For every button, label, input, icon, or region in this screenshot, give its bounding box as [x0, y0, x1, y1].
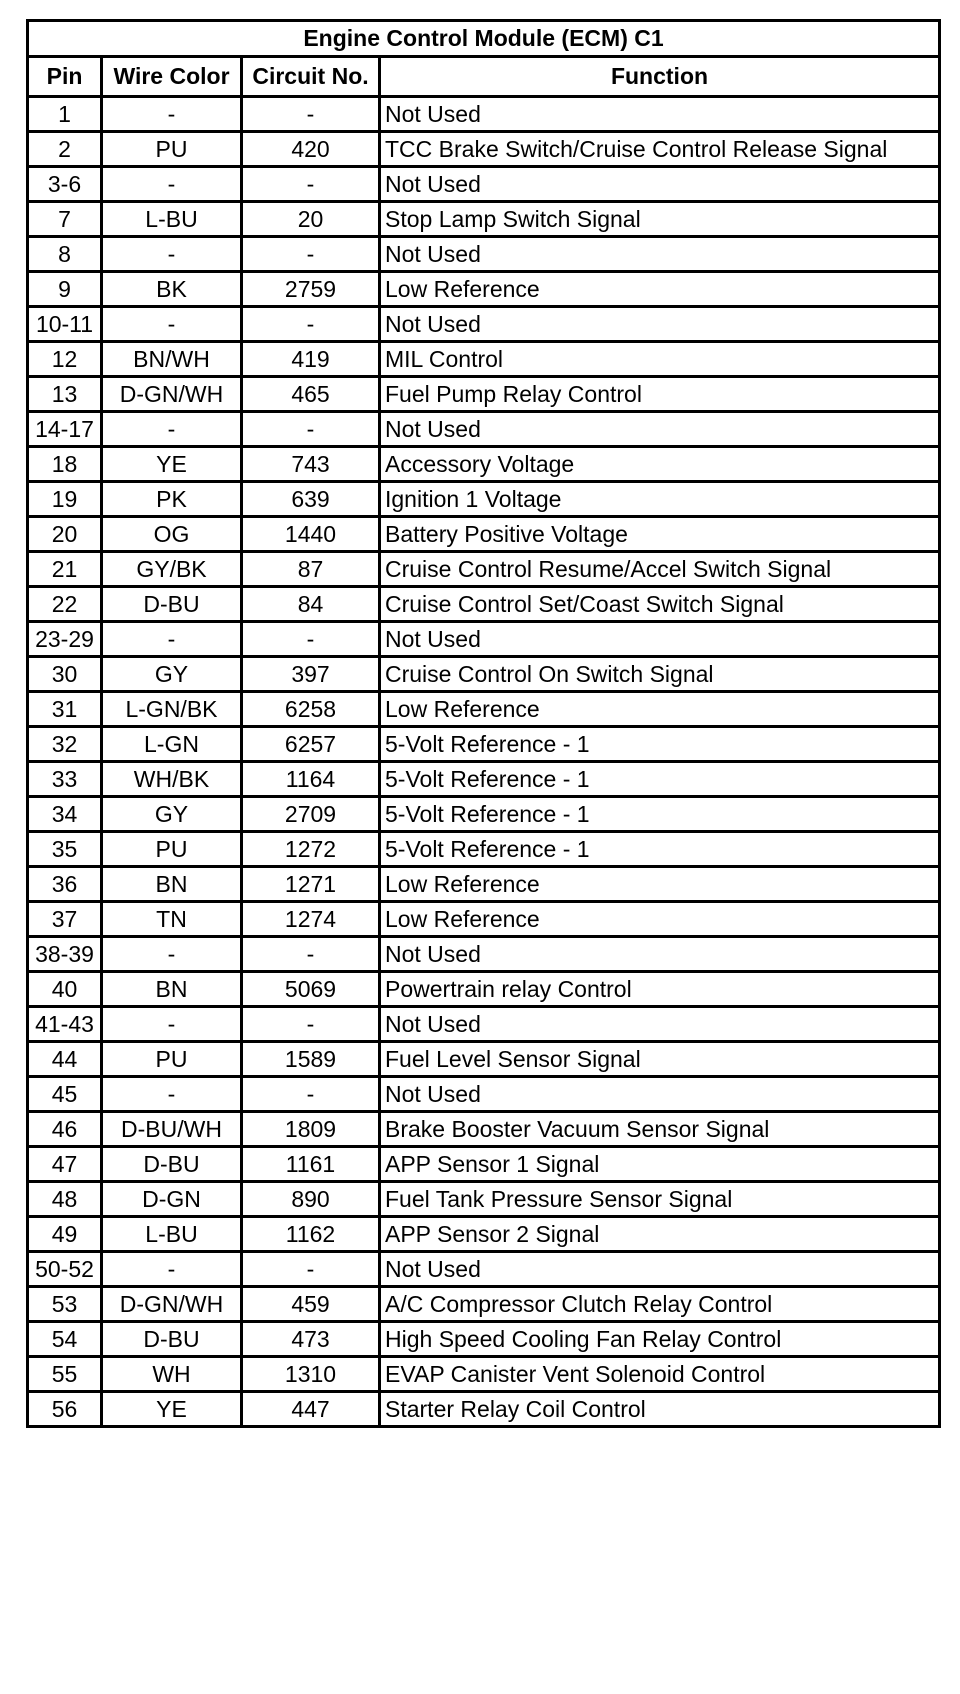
table-row	[28, 587, 940, 622]
function-cell: Not Used	[380, 97, 940, 132]
circuit-no-cell: 743	[242, 447, 380, 482]
wire-color-cell: YE	[102, 1392, 242, 1427]
table-row	[28, 482, 940, 517]
pin-cell: 53	[28, 1287, 102, 1322]
header-wire-color: Wire Color	[102, 57, 242, 97]
function-cell: Low Reference	[380, 272, 940, 307]
pin-cell: 47	[28, 1147, 102, 1182]
pin-cell: 49	[28, 1217, 102, 1252]
function-cell: Brake Booster Vacuum Sensor Signal	[380, 1112, 940, 1147]
wire-color-cell: L-BU	[102, 1217, 242, 1252]
function-cell: 5-Volt Reference - 1	[380, 727, 940, 762]
connector-table-container	[26, 19, 941, 1428]
pin-cell: 32	[28, 727, 102, 762]
function-cell: Powertrain relay Control	[380, 972, 940, 1007]
circuit-no-cell: 2759	[242, 272, 380, 307]
pin-cell: 22	[28, 587, 102, 622]
pin-cell: 10-11	[28, 307, 102, 342]
wire-color-cell: D-BU	[102, 1147, 242, 1182]
table-row	[28, 132, 940, 167]
table-row	[28, 692, 940, 727]
circuit-no-cell: -	[242, 622, 380, 657]
function-cell: Not Used	[380, 1007, 940, 1042]
table-row	[28, 797, 940, 832]
wire-color-cell: -	[102, 622, 242, 657]
function-cell: Starter Relay Coil Control	[380, 1392, 940, 1427]
circuit-no-cell: 1272	[242, 832, 380, 867]
function-cell: Battery Positive Voltage	[380, 517, 940, 552]
table-row	[28, 1182, 940, 1217]
circuit-no-cell: 473	[242, 1322, 380, 1357]
function-cell: Stop Lamp Switch Signal	[380, 202, 940, 237]
table-row	[28, 272, 940, 307]
function-cell: Fuel Tank Pressure Sensor Signal	[380, 1182, 940, 1217]
wire-color-cell: -	[102, 167, 242, 202]
function-cell: TCC Brake Switch/Cruise Control Release Signal	[380, 132, 940, 167]
wire-color-cell: BN/WH	[102, 342, 242, 377]
pin-cell: 48	[28, 1182, 102, 1217]
table-row	[28, 342, 940, 377]
table-row	[28, 1077, 940, 1112]
pin-cell: 21	[28, 552, 102, 587]
table-row	[28, 1147, 940, 1182]
function-cell: Not Used	[380, 167, 940, 202]
circuit-no-cell: 1271	[242, 867, 380, 902]
circuit-no-cell: -	[242, 1077, 380, 1112]
circuit-no-cell: -	[242, 412, 380, 447]
pin-cell: 13	[28, 377, 102, 412]
function-cell: APP Sensor 1 Signal	[380, 1147, 940, 1182]
circuit-no-cell: -	[242, 167, 380, 202]
wire-color-cell: GY	[102, 657, 242, 692]
circuit-no-cell: 465	[242, 377, 380, 412]
wire-color-cell: L-BU	[102, 202, 242, 237]
table-title: Engine Control Module (ECM) C1	[28, 21, 940, 57]
pin-cell: 31	[28, 692, 102, 727]
circuit-no-cell: 6258	[242, 692, 380, 727]
pin-cell: 35	[28, 832, 102, 867]
pin-cell: 45	[28, 1077, 102, 1112]
table-row	[28, 167, 940, 202]
header-pin: Pin	[28, 57, 102, 97]
wire-color-cell: WH/BK	[102, 762, 242, 797]
circuit-no-cell: 20	[242, 202, 380, 237]
function-cell: Not Used	[380, 937, 940, 972]
circuit-no-cell: 639	[242, 482, 380, 517]
table-row	[28, 1112, 940, 1147]
wire-color-cell: D-BU	[102, 1322, 242, 1357]
function-cell: MIL Control	[380, 342, 940, 377]
table-row	[28, 412, 940, 447]
header-function: Function	[380, 57, 940, 97]
ecm-connector-table	[26, 19, 941, 1428]
pin-cell: 55	[28, 1357, 102, 1392]
wire-color-cell: D-BU	[102, 587, 242, 622]
function-cell: Low Reference	[380, 867, 940, 902]
function-cell: Cruise Control On Switch Signal	[380, 657, 940, 692]
wire-color-cell: D-GN/WH	[102, 377, 242, 412]
table-row	[28, 1217, 940, 1252]
function-cell: Not Used	[380, 622, 940, 657]
table-row	[28, 552, 940, 587]
pin-cell: 14-17	[28, 412, 102, 447]
circuit-no-cell: 1161	[242, 1147, 380, 1182]
function-cell: Not Used	[380, 1077, 940, 1112]
function-cell: Not Used	[380, 412, 940, 447]
circuit-no-cell: 1164	[242, 762, 380, 797]
circuit-no-cell: -	[242, 307, 380, 342]
wire-color-cell: BN	[102, 972, 242, 1007]
table-row	[28, 832, 940, 867]
function-cell: Accessory Voltage	[380, 447, 940, 482]
table-row	[28, 622, 940, 657]
function-cell: APP Sensor 2 Signal	[380, 1217, 940, 1252]
pin-cell: 30	[28, 657, 102, 692]
circuit-no-cell: -	[242, 1252, 380, 1287]
circuit-no-cell: 890	[242, 1182, 380, 1217]
function-cell: 5-Volt Reference - 1	[380, 762, 940, 797]
wire-color-cell: PU	[102, 132, 242, 167]
circuit-no-cell: 419	[242, 342, 380, 377]
pin-cell: 2	[28, 132, 102, 167]
wire-color-cell: YE	[102, 447, 242, 482]
circuit-no-cell: -	[242, 937, 380, 972]
function-cell: EVAP Canister Vent Solenoid Control	[380, 1357, 940, 1392]
pin-cell: 50-52	[28, 1252, 102, 1287]
function-cell: Ignition 1 Voltage	[380, 482, 940, 517]
circuit-no-cell: -	[242, 97, 380, 132]
wire-color-cell: -	[102, 237, 242, 272]
function-cell: Low Reference	[380, 692, 940, 727]
circuit-no-cell: 6257	[242, 727, 380, 762]
wire-color-cell: -	[102, 1077, 242, 1112]
wire-color-cell: TN	[102, 902, 242, 937]
wire-color-cell: D-BU/WH	[102, 1112, 242, 1147]
circuit-no-cell: -	[242, 1007, 380, 1042]
circuit-no-cell: 1589	[242, 1042, 380, 1077]
pin-cell: 12	[28, 342, 102, 377]
pin-cell: 9	[28, 272, 102, 307]
table-row	[28, 377, 940, 412]
table-row	[28, 1007, 940, 1042]
circuit-no-cell: 1310	[242, 1357, 380, 1392]
pin-cell: 37	[28, 902, 102, 937]
circuit-no-cell: 5069	[242, 972, 380, 1007]
wire-color-cell: -	[102, 412, 242, 447]
function-cell: Not Used	[380, 1252, 940, 1287]
circuit-no-cell: 1162	[242, 1217, 380, 1252]
pin-cell: 44	[28, 1042, 102, 1077]
pin-cell: 1	[28, 97, 102, 132]
circuit-no-cell: 84	[242, 587, 380, 622]
circuit-no-cell: 397	[242, 657, 380, 692]
table-row	[28, 1322, 940, 1357]
pin-cell: 8	[28, 237, 102, 272]
function-cell: 5-Volt Reference - 1	[380, 832, 940, 867]
table-row	[28, 902, 940, 937]
table-row	[28, 307, 940, 342]
table-row	[28, 972, 940, 1007]
table-row	[28, 867, 940, 902]
pin-cell: 3-6	[28, 167, 102, 202]
pin-cell: 46	[28, 1112, 102, 1147]
table-title-row	[28, 21, 940, 57]
table-row	[28, 1252, 940, 1287]
pin-cell: 19	[28, 482, 102, 517]
table-row	[28, 1357, 940, 1392]
circuit-no-cell: 459	[242, 1287, 380, 1322]
wire-color-cell: -	[102, 1252, 242, 1287]
function-cell: 5-Volt Reference - 1	[380, 797, 940, 832]
table-row	[28, 937, 940, 972]
wire-color-cell: D-GN/WH	[102, 1287, 242, 1322]
function-cell: A/C Compressor Clutch Relay Control	[380, 1287, 940, 1322]
circuit-no-cell: 2709	[242, 797, 380, 832]
table-row	[28, 1287, 940, 1322]
function-cell: High Speed Cooling Fan Relay Control	[380, 1322, 940, 1357]
wire-color-cell: D-GN	[102, 1182, 242, 1217]
wire-color-cell: BN	[102, 867, 242, 902]
table-row	[28, 1392, 940, 1427]
circuit-no-cell: 1809	[242, 1112, 380, 1147]
wire-color-cell: -	[102, 307, 242, 342]
pin-cell: 41-43	[28, 1007, 102, 1042]
table-row	[28, 237, 940, 272]
header-circuit-no: Circuit No.	[242, 57, 380, 97]
circuit-no-cell: -	[242, 237, 380, 272]
pin-cell: 56	[28, 1392, 102, 1427]
function-cell: Fuel Level Sensor Signal	[380, 1042, 940, 1077]
wire-color-cell: -	[102, 937, 242, 972]
pin-cell: 18	[28, 447, 102, 482]
function-cell: Low Reference	[380, 902, 940, 937]
pin-cell: 36	[28, 867, 102, 902]
circuit-no-cell: 87	[242, 552, 380, 587]
circuit-no-cell: 1274	[242, 902, 380, 937]
table-row	[28, 727, 940, 762]
pin-cell: 34	[28, 797, 102, 832]
wire-color-cell: GY/BK	[102, 552, 242, 587]
wire-color-cell: PU	[102, 1042, 242, 1077]
column-header-row	[28, 57, 940, 97]
table-row	[28, 202, 940, 237]
table-row	[28, 762, 940, 797]
function-cell: Cruise Control Resume/Accel Switch Signal	[380, 552, 940, 587]
pin-cell: 40	[28, 972, 102, 1007]
pin-cell: 38-39	[28, 937, 102, 972]
function-cell: Fuel Pump Relay Control	[380, 377, 940, 412]
pin-cell: 7	[28, 202, 102, 237]
circuit-no-cell: 420	[242, 132, 380, 167]
table-row	[28, 657, 940, 692]
table-row	[28, 447, 940, 482]
function-cell: Not Used	[380, 307, 940, 342]
wire-color-cell: OG	[102, 517, 242, 552]
wire-color-cell: -	[102, 1007, 242, 1042]
table-body	[28, 97, 940, 1427]
pin-cell: 20	[28, 517, 102, 552]
wire-color-cell: WH	[102, 1357, 242, 1392]
wire-color-cell: PK	[102, 482, 242, 517]
table-row	[28, 1042, 940, 1077]
function-cell: Not Used	[380, 237, 940, 272]
pin-cell: 23-29	[28, 622, 102, 657]
table-row	[28, 97, 940, 132]
function-cell: Cruise Control Set/Coast Switch Signal	[380, 587, 940, 622]
circuit-no-cell: 1440	[242, 517, 380, 552]
wire-color-cell: BK	[102, 272, 242, 307]
circuit-no-cell: 447	[242, 1392, 380, 1427]
wire-color-cell: GY	[102, 797, 242, 832]
pin-cell: 33	[28, 762, 102, 797]
wire-color-cell: L-GN	[102, 727, 242, 762]
wire-color-cell: PU	[102, 832, 242, 867]
pin-cell: 54	[28, 1322, 102, 1357]
wire-color-cell: L-GN/BK	[102, 692, 242, 727]
table-row	[28, 517, 940, 552]
wire-color-cell: -	[102, 97, 242, 132]
